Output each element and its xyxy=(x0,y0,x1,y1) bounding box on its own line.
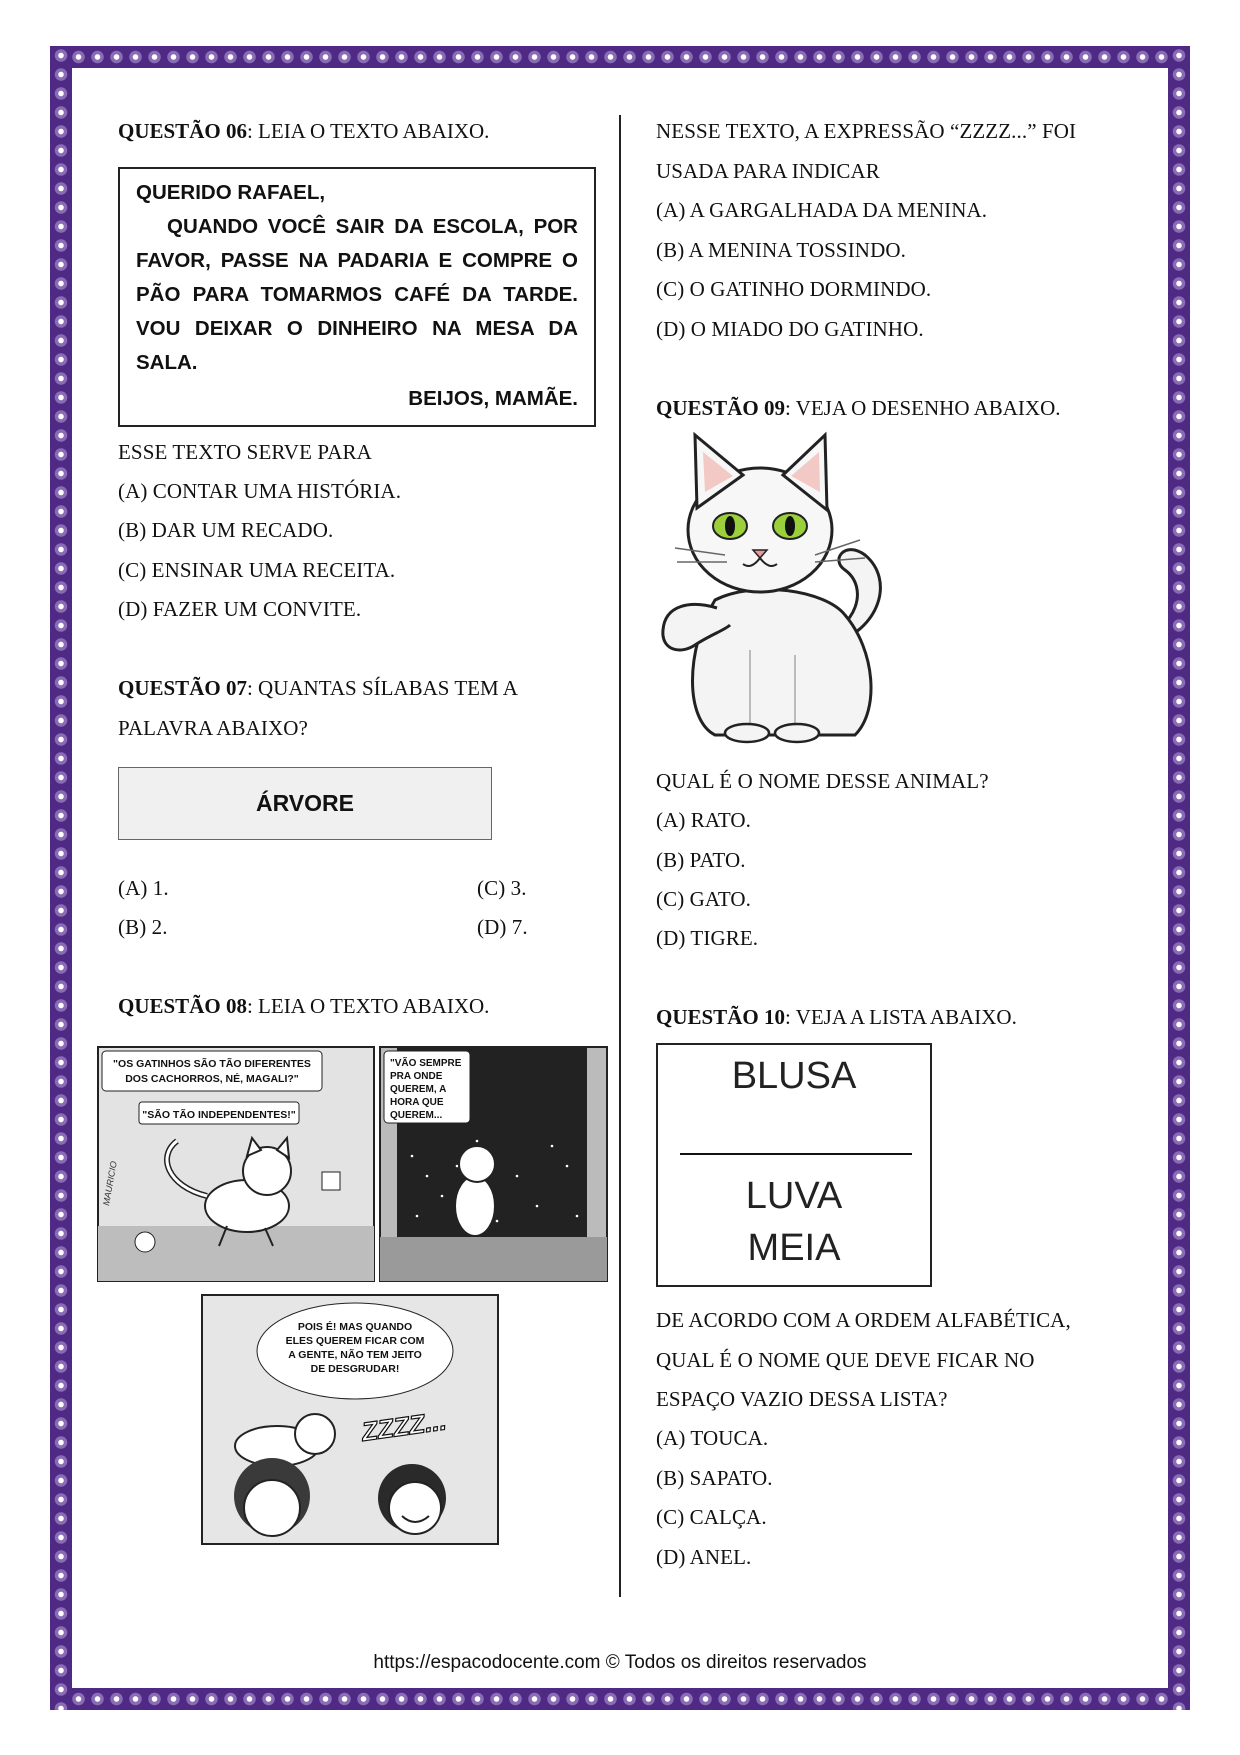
q06-heading xyxy=(118,119,489,144)
q10-label: QUESTÃO 10 xyxy=(656,1005,785,1029)
q08-option-a[interactable]: (A) A GARGALHADA DA MENINA. xyxy=(656,198,988,222)
q10-option-c[interactable]: (C) CALÇA. xyxy=(656,1505,767,1529)
q08-label: QUESTÃO 08 xyxy=(118,994,247,1018)
q07-option-a[interactable]: (A) 1. xyxy=(118,876,169,900)
q07-word-box xyxy=(118,767,492,840)
q08-option-c[interactable]: (C) O GATINHO DORMINDO. xyxy=(656,277,932,301)
note-line: PÃO PARA TOMARMOS CAFÉ DA TARDE. xyxy=(136,283,578,306)
comic-panel-3 xyxy=(202,1295,498,1544)
note-signature: BEIJOS, MAMÃE. xyxy=(408,387,578,410)
note-line: VOU DEIXAR O DINHEIRO NA MESA DA xyxy=(136,317,578,340)
panel2-bubble-b: PRA ONDE xyxy=(390,1071,443,1082)
list-item: BLUSA xyxy=(731,1055,857,1097)
comic-panel-2 xyxy=(380,1047,607,1281)
q10-option-b[interactable]: (B) SAPATO. xyxy=(656,1466,773,1490)
panel2-bubble-d: HORA QUE xyxy=(390,1097,444,1108)
q07-option-b[interactable]: (B) 2. xyxy=(118,915,168,939)
q10-list-box xyxy=(656,1043,932,1287)
page-border-bottom xyxy=(50,1688,1190,1710)
note-greeting: QUERIDO RAFAEL, xyxy=(136,181,326,204)
list-blank-line xyxy=(680,1153,912,1155)
q08-option-d[interactable]: (D) O MIADO DO GATINHO. xyxy=(656,317,924,341)
q10-prompt: : VEJA A LISTA ABAIXO. xyxy=(784,1005,1017,1029)
panel2-bubble-e: QUEREM... xyxy=(390,1110,443,1121)
q07-word: ÁRVORE xyxy=(256,790,354,816)
q08-comic-strip xyxy=(97,1046,608,1546)
panel1-bubble1-a: "OS GATINHOS SÃO TÃO DIFERENTES xyxy=(113,1058,311,1070)
list-item: MEIA xyxy=(747,1227,841,1269)
q06-prompt: : LEIA O TEXTO ABAIXO. xyxy=(246,119,490,143)
note-line: SALA. xyxy=(136,351,198,374)
q07-option-c[interactable]: (C) 3. xyxy=(477,876,527,900)
q09-cat-illustration xyxy=(655,430,930,750)
q09-prompt: : VEJA O DESENHO ABAIXO. xyxy=(784,396,1061,420)
q08-prompt: : LEIA O TEXTO ABAIXO. xyxy=(246,994,490,1018)
q07-prompt-line2: PALAVRA ABAIXO? xyxy=(118,716,308,740)
note-line: QUANDO VOCÊ SAIR DA ESCOLA, POR xyxy=(167,215,578,238)
note-line: FAVOR, PASSE NA PADARIA E COMPRE O xyxy=(136,249,578,272)
q07-label: QUESTÃO 07 xyxy=(118,676,247,700)
q10-question-line2: QUAL É O NOME QUE DEVE FICAR NO xyxy=(656,1348,1035,1372)
q09-heading xyxy=(656,396,1061,421)
q10-option-a[interactable]: (A) TOUCA. xyxy=(656,1426,769,1450)
q08-question-line1: NESSE TEXTO, A EXPRESSÃO “ZZZZ...” FOI xyxy=(656,119,1077,143)
q10-heading xyxy=(656,1005,1017,1030)
q09-option-b[interactable]: (B) PATO. xyxy=(656,848,746,872)
panel3-bubble-a: POIS É! MAS QUANDO xyxy=(297,1321,413,1333)
page-border-right xyxy=(1168,46,1190,1710)
q06-note-box xyxy=(118,167,596,427)
q09-option-d[interactable]: (D) TIGRE. xyxy=(656,926,759,950)
q06-option-d[interactable]: (D) FAZER UM CONVITE. xyxy=(118,597,362,621)
q08-question-line2: USADA PARA INDICAR xyxy=(656,159,880,183)
q07-option-d[interactable]: (D) 7. xyxy=(477,915,528,939)
q06-option-b[interactable]: (B) DAR UM RECADO. xyxy=(118,518,334,542)
q06-option-c[interactable]: (C) ENSINAR UMA RECEITA. xyxy=(118,558,396,582)
q07-heading xyxy=(118,676,518,701)
panel3-snore: ZZZZ... xyxy=(359,1405,449,1447)
panel1-bubble1-b: DOS CACHORROS, NÉ, MAGALI?" xyxy=(125,1073,299,1085)
q06-question: ESSE TEXTO SERVE PARA xyxy=(118,440,372,464)
q09-option-a[interactable]: (A) RATO. xyxy=(656,808,752,832)
q06-label: QUESTÃO 06 xyxy=(118,119,247,143)
q06-option-a[interactable]: (A) CONTAR UMA HISTÓRIA. xyxy=(118,479,402,503)
panel1-bubble2: "SÃO TÃO INDEPENDENTES!" xyxy=(142,1109,296,1121)
panel3-bubble-d: DE DESGRUDAR! xyxy=(310,1363,400,1375)
list-item: LUVA xyxy=(745,1175,843,1217)
q08-heading xyxy=(118,994,489,1019)
comic-signature: MAURICIO xyxy=(101,1160,119,1207)
page-border-top xyxy=(50,46,1190,68)
q08-option-b[interactable]: (B) A MENINA TOSSINDO. xyxy=(656,238,906,262)
q09-option-c[interactable]: (C) GATO. xyxy=(656,887,752,911)
panel2-bubble-a: "VÃO SEMPRE xyxy=(390,1058,462,1069)
q07-prompt-line1: : QUANTAS SÍLABAS TEM A xyxy=(246,676,518,700)
comic-panel-1 xyxy=(98,1047,374,1281)
column-divider xyxy=(619,115,621,1597)
q10-option-d[interactable]: (D) ANEL. xyxy=(656,1545,752,1569)
page-border-left xyxy=(50,46,72,1710)
panel3-bubble-c: A GENTE, NÃO TEM JEITO xyxy=(288,1349,422,1361)
panel2-bubble-c: QUEREM, A xyxy=(390,1084,447,1095)
panel3-bubble-b: ELES QUEREM FICAR COM xyxy=(285,1335,425,1347)
q10-question-line3: ESPAÇO VAZIO DESSA LISTA? xyxy=(656,1387,948,1411)
footer-copyright[interactable]: https://espacodocente.com © Todos os direitos reservados xyxy=(373,1652,867,1673)
q09-question: QUAL É O NOME DESSE ANIMAL? xyxy=(656,769,989,793)
q10-question-line1: DE ACORDO COM A ORDEM ALFABÉTICA, xyxy=(656,1308,1071,1332)
q09-label: QUESTÃO 09 xyxy=(656,396,785,420)
